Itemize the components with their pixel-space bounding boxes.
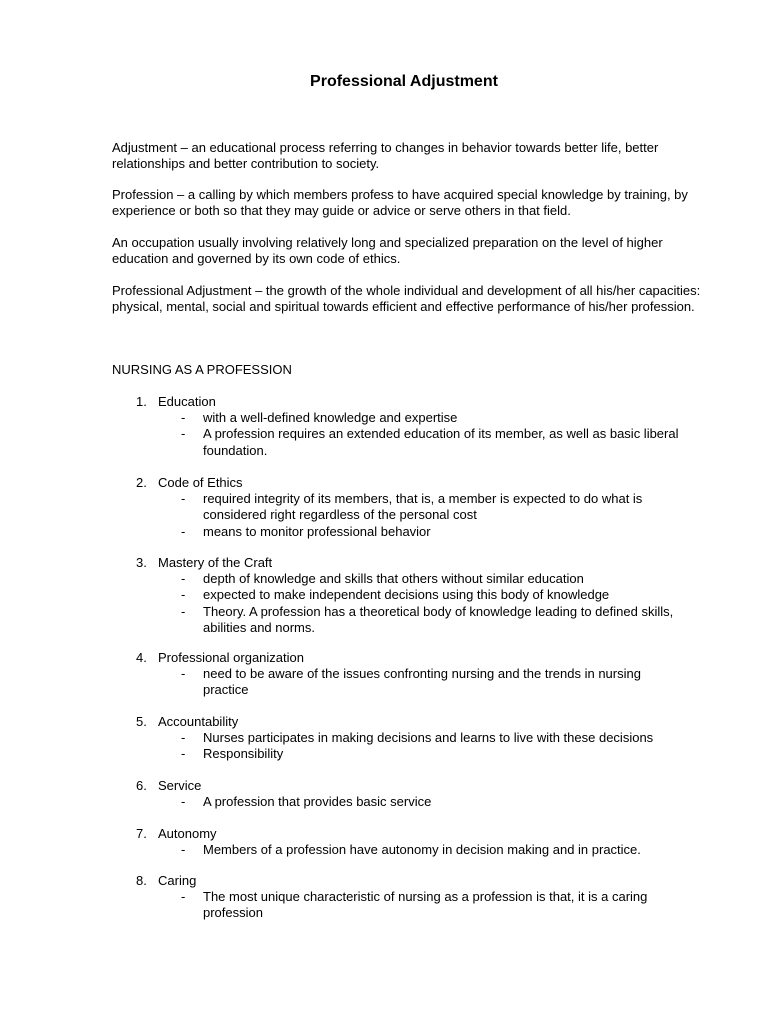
dash-bullet: - — [181, 603, 186, 619]
paragraph-occupation: An occupation usually involving relatively long and specialized preparation on the level of higher education and governed by its own code of ethics. — [112, 235, 663, 267]
item-number: 2. — [136, 475, 147, 490]
sub-point: - depth of knowledge and skills that others without similar education — [181, 571, 584, 587]
item-label: Professional organization — [158, 650, 304, 665]
item-label: Code of Ethics — [158, 475, 243, 490]
dash-bullet: - — [181, 426, 186, 442]
list-item — [112, 555, 712, 636]
dash-bullet: - — [181, 730, 186, 746]
item-number: 1. — [136, 394, 147, 409]
dash-bullet: - — [181, 746, 186, 762]
sub-point: - Theory. A profession has a theoretical body of knowledge leading to defined skills, abilities and norms. — [181, 603, 674, 635]
dash-bullet: - — [181, 842, 186, 858]
dash-bullet: - — [181, 523, 186, 539]
sub-point: - means to monitor professional behavior — [181, 523, 431, 539]
dash-bullet: - — [181, 587, 186, 603]
list-item — [112, 475, 712, 540]
sub-point: - Members of a profession have autonomy in decision making and in practice. — [181, 842, 641, 858]
sub-point: - A profession that provides basic service — [181, 794, 432, 810]
sub-point: - expected to make independent decisions using this body of knowledge — [181, 587, 610, 603]
list-item — [112, 714, 712, 763]
item-number: 5. — [136, 714, 147, 729]
list-item — [112, 650, 712, 699]
paragraph-professional-adjustment: Professional Adjustment – the growth of the whole individual and development of all his/her capacities: physical, mental, social and spiritual towards efficient and effective performance of his/her profession. — [112, 283, 701, 315]
dash-bullet: - — [181, 794, 186, 810]
list-item — [112, 394, 712, 459]
sub-point: - required integrity of its members, that is, a member is expected to do what is considered right regardless of the personal cost — [181, 491, 643, 523]
dash-bullet: - — [181, 410, 186, 426]
paragraph-profession: Profession – a calling by which members profess to have acquired special knowledge by training, by experience or both so that they may guide or advice or serve others in that field. — [112, 187, 688, 219]
sub-point: - Responsibility — [181, 746, 284, 762]
list-item — [112, 778, 712, 810]
section-heading: NURSING AS A PROFESSION — [112, 362, 292, 377]
item-number: 8. — [136, 873, 147, 888]
sub-point: - with a well-defined knowledge and expertise — [181, 410, 458, 426]
item-number: 4. — [136, 650, 147, 665]
item-label: Service — [158, 778, 202, 793]
item-label: Autonomy — [158, 826, 217, 841]
dash-bullet: - — [181, 571, 186, 587]
item-label: Caring — [158, 873, 197, 888]
list-item — [112, 873, 712, 922]
item-label: Education — [158, 394, 216, 409]
list-item — [112, 826, 712, 858]
page-title: Professional Adjustment — [310, 73, 498, 90]
item-number: 3. — [136, 555, 147, 570]
sub-point: - need to be aware of the issues confronting nursing and the trends in nursing practice — [181, 666, 641, 698]
sub-point: - A profession requires an extended education of its member, as well as basic liberal foundation. — [181, 426, 679, 458]
item-label: Accountability — [158, 714, 239, 729]
dash-bullet: - — [181, 491, 186, 507]
sub-point: - Nurses participates in making decisions and learns to live with these decisions — [181, 730, 654, 746]
dash-bullet: - — [181, 666, 186, 682]
item-number: 7. — [136, 826, 147, 841]
sub-point: - The most unique characteristic of nursing as a profession is that, it is a caring profession — [181, 889, 648, 921]
paragraph-adjustment: Adjustment – an educational process referring to changes in behavior towards better life, better relationships and better contribution to society. — [112, 140, 659, 172]
dash-bullet: - — [181, 889, 186, 905]
item-number: 6. — [136, 778, 147, 793]
item-label: Mastery of the Craft — [158, 555, 273, 570]
